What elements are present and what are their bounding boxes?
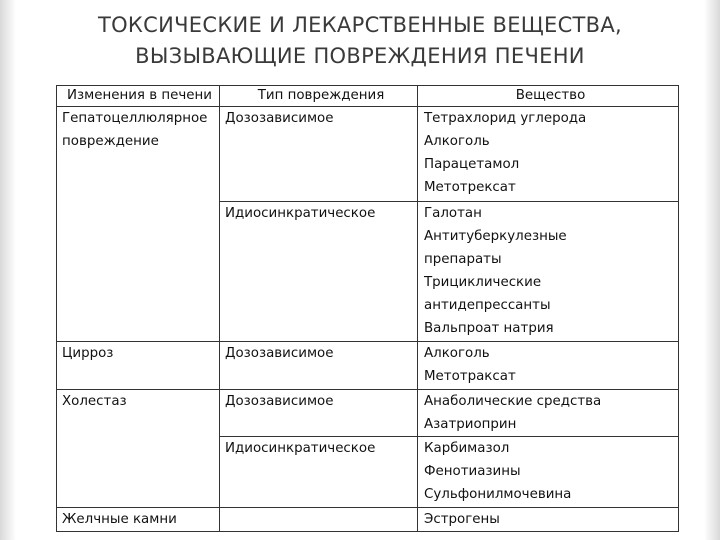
- substance-item: Галотан: [424, 205, 482, 221]
- cell-text: Дозозависимое: [225, 111, 334, 127]
- substance-item: Карбимазол: [424, 441, 510, 457]
- substance-item: Анаболические средства: [424, 394, 602, 410]
- substance-item: Фенотиазины: [424, 464, 521, 480]
- cell-text: Желчные камни: [62, 511, 177, 527]
- substance-item: Вальпроат натрия: [424, 320, 554, 336]
- cell-damage-type: [220, 201, 418, 341]
- table-row: [57, 107, 679, 202]
- cell-text: Идиосинкратическое: [225, 205, 376, 221]
- substance-item: Алкоголь: [424, 345, 490, 361]
- cell-substances: [418, 341, 679, 389]
- cell-cirrhosis: [57, 341, 220, 389]
- cell-damage-type: [220, 107, 418, 202]
- slide-title: [40, 10, 680, 72]
- header-damage-type: Тип повреждения: [220, 86, 418, 107]
- slide-left-shade: [0, 0, 16, 540]
- slide-title-line-2: ВЫЗЫВАЮЩИЕ ПОВРЕЖДЕНИЯ ПЕЧЕНИ: [135, 44, 585, 68]
- slide-right-shade: [704, 0, 720, 540]
- substance-item: Трициклические: [424, 274, 542, 290]
- table-row: [57, 507, 679, 531]
- substance-item: Сульфонилмочевина: [424, 487, 572, 503]
- cell-text: Гепатоцеллюлярное: [62, 111, 208, 127]
- cell-text: Дозозависимое: [225, 345, 334, 361]
- cell-text: Холестаз: [62, 394, 127, 410]
- cell-text: повреждение: [62, 134, 159, 150]
- cell-damage-type: [220, 507, 418, 531]
- slide-title-line-1: ТОКСИЧЕСКИЕ И ЛЕКАРСТВЕННЫЕ ВЕЩЕСТВА,: [97, 13, 623, 37]
- substance-item: Парацетамол: [424, 157, 520, 173]
- substance-item: Антитуберкулезные: [424, 228, 567, 244]
- cell-hepatocellular: [57, 107, 220, 342]
- cell-text: Дозозависимое: [225, 394, 334, 410]
- header-liver-changes: Изменения в печени: [57, 86, 220, 107]
- cell-substances: [418, 507, 679, 531]
- substance-item: Азатриоприн: [424, 417, 517, 433]
- cell-substances: [418, 107, 679, 202]
- substance-item: антидепрессанты: [424, 297, 551, 313]
- table-row: [57, 341, 679, 389]
- substance-item: Метотрексат: [424, 180, 516, 196]
- substance-item: Алкоголь: [424, 134, 490, 150]
- cell-gallstones: [57, 507, 220, 531]
- substance-item: Тетрахлорид углерода: [424, 111, 587, 127]
- cell-text: Идиосинкратическое: [225, 441, 376, 457]
- header-substance: Вещество: [418, 86, 679, 107]
- cell-text: Цирроз: [62, 345, 114, 361]
- cell-damage-type: [220, 390, 418, 437]
- cell-substances: [418, 201, 679, 341]
- cell-damage-type: [220, 437, 418, 507]
- cell-substances: [418, 437, 679, 507]
- substance-item: препараты: [424, 251, 502, 267]
- cell-substances: [418, 390, 679, 437]
- table-header-row: [57, 86, 679, 107]
- substance-item: Метотраксат: [424, 368, 516, 384]
- substance-item: Эстрогены: [424, 511, 500, 527]
- liver-damage-table: [56, 85, 679, 532]
- cell-cholestasis: [57, 390, 220, 508]
- table-row: [57, 390, 679, 437]
- cell-damage-type: [220, 341, 418, 389]
